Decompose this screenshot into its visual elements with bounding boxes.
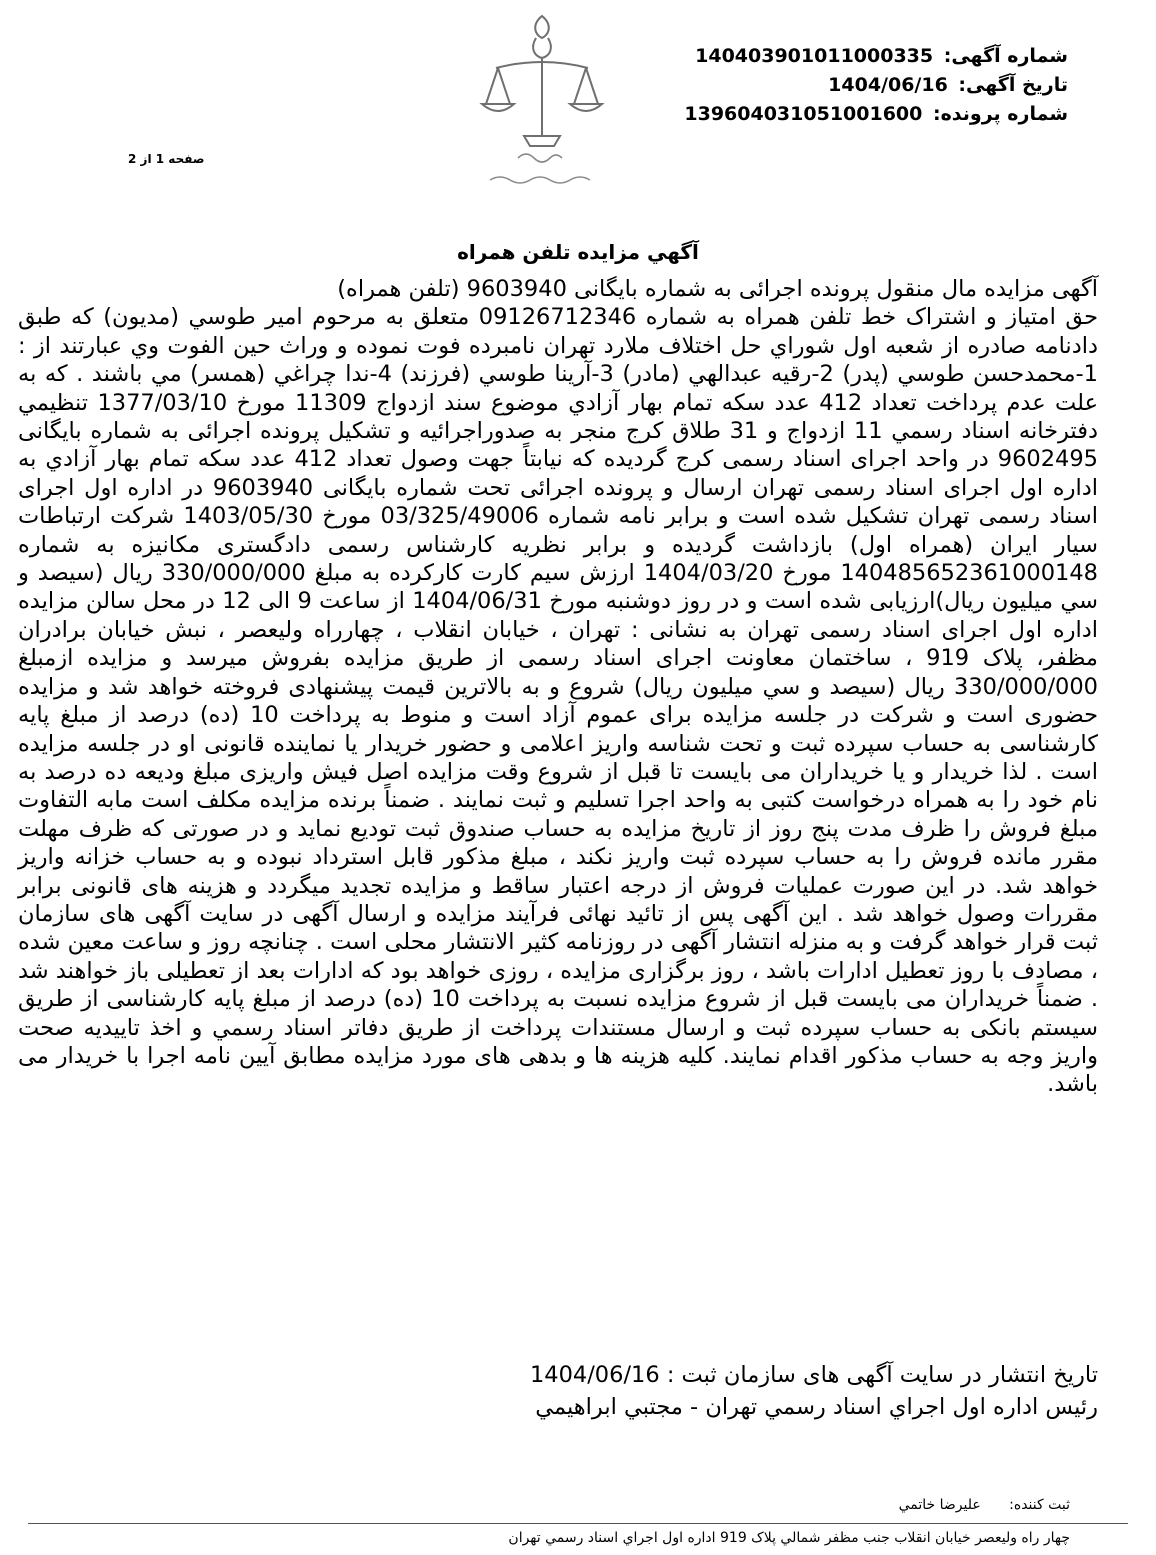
registrar <box>899 1497 1070 1513</box>
file-number: 13960403105100​1600 <box>684 103 923 125</box>
publication-label: تاريخ انتشار در سايت آگهی های سازمان ثبت : <box>666 1362 1098 1388</box>
registrar-label: ثبت کننده: <box>1009 1497 1070 1513</box>
office-address: چهار راه وليعصر خيابان انقلاب جنب مظفر شمالي پلاک 919 اداره اول اجراي اسناد رسمي تهران <box>508 1530 1070 1546</box>
notice-date: 1404/06/16 <box>828 74 948 96</box>
notice-body <box>18 275 1098 1099</box>
notice-number-label: شماره آگهی: <box>943 45 1068 67</box>
notice-number-row <box>684 42 1068 71</box>
signer: رئيس اداره اول اجراي اسناد رسمي تهران - مجتبي ابراهيمي <box>535 1394 1098 1420</box>
notice-date-row <box>684 71 1068 100</box>
publication-date-line <box>530 1361 1098 1389</box>
notice-number: 14040390101100​0335 <box>695 45 934 67</box>
notice-paragraph: حق امتياز و اشتراک خط تلفن همراه به شماره 09126712346 متعلق به مرحوم امير طوسي (مديون) كه طبق دادنامه صادره از شعبه اول شوراي حل اختلاف ملارد تهران نامبرده فوت نموده و وراث حين الفوت وي عبارتند از : 1-محمدحسن طوسي (پدر) 2-رقيه عبدالهي (مادر) 3-آرينا طوسي (فرزند) 4-ندا چراغي (همسر) مي باشند . که به علت عدم پرداخت تعداد 412 عدد سکه تمام بهار آزادي موضوع سند ازدواج 11309 مورخ 1377/03/10 تنظيمي دفترخانه اسناد رسمي 11 ازدواج و 31 طلاق کرج منجر به صدوراجرائیه و تشکیل پرونده اجرائی به شماره بایگانی 9602495 در واحد اجرای اسناد رسمی کرج گرديده که نيابتاً جهت وصول تعداد 412 عدد سکه تمام بهار آزادي به اداره اول اجرای اسناد رسمی تهران ارسال و پرونده اجرائی تحت شماره بایگانی 9603940 در اداره اول اجرای اسناد رسمی تهران تشکیل شده است و برابر نامه شماره 03/325/49006 مورخ 1403/05/30 شرکت ارتباطات سيار ايران (همراه اول) بازداشت گرديده و برابر نظريه کارشناس رسمی دادگستری مکانيزه به شماره 140485652361000148 مورخ 1404/03/20 ارزش سیم کارت کارکرده به مبلغ 330/000/000 ريال (سيصد و سي ميليون ريال)ارزيابی شده است و در روز دوشنبه مورخ 1404/06/31 از ساعت 9 الی 12 در محل سالن مزايده اداره اول اجرای اسناد رسمی تهران به نشانی : تهران ، خيابان انقلاب ، چهارراه وليعصر ، نبش خيابان برادران مظفر، پلاک 919 ، ساختمان معاونت اجرای اسناد رسمی از طريق مزايده بفروش ميرسد و مزايده ازمبلغ 330/000/000 ريال (سيصد و سي ميليون ريال) شروع و به بالاترين قيمت پيشنهادی فروخته خواهد شد و مزايده حضوری است و شرکت در جلسه مزايده برای عموم آزاد است و منوط به پرداخت 10 (ده) درصد از مبلغ پايه کارشناسی به حساب سپرده ثبت و تحت شناسه واريز اعلامی و حضور خريدار يا نماينده قانونی او در جلسه مزايده است . لذا خريدار و يا خريداران می بايست تا قبل از شروع وقت مزايده اصل فيش واريزی مبلغ وديعه ده درصد به نام خود را به همراه درخواست کتبی به واحد اجرا تسليم و ثبت نمايند . ضمناً برنده مزايده مکلف است مابه التفاوت مبلغ فروش را ظرف مدت پنج روز از تاريخ مزايده به حساب صندوق ثبت توديع نمايد و در صورتی که ظرف مهلت مقرر مانده فروش را به حساب سپرده ثبت واريز نکند ، مبلغ مذکور قابل استرداد نبوده و به حساب خزانه واريز خواهد شد. در اين صورت عمليات فروش از درجه اعتبار ساقط و مزايده تجديد ميگردد و هزينه های قانونی برابر مقررات وصول خواهد شد . اين آگهی پس از تائيد نهائی فرآيند مزايده و ارسال آگهی در سايت آگهی های سازمان ثبت قرار خواهد گرفت و به منزله انتشار آگهی در روزنامه کثير الانتشار محلی است . چنانچه روز و ساعت معين شده ، مصادف با روز تعطيل ادارات باشد ، روز برگزاری مزايده ، روزی خواهد بود که ادارات بعد از تعطيلی باز خواهند شد . ضمناً خريداران می بايست قبل از شروع مزايده نسبت به پرداخت 10 (ده) درصد از مبلغ پايه کارشناسی از طريق سيستم بانکی به حساب سپرده ثبت و ارسال مستندات پرداخت از طريق دفاتر اسناد رسمي و اخذ تاييديه صحت واريز وجه به حساب مذکور اقدام نمايند. کليه هزينه ها و بدهی های مورد مزايده مطابق آيين نامه اجرا با خريدار می باشد. <box>18 304 1099 1098</box>
notice-date-label: تاریخ آگهی: <box>958 74 1068 96</box>
file-number-label: شماره پرونده: <box>932 103 1068 125</box>
notice-title: آگهي مزايده تلفن همراه <box>457 240 699 264</box>
registrar-name: عليرضا خاتمي <box>898 1497 981 1513</box>
publication-date: 1404/06/16 <box>529 1362 660 1388</box>
page-number: صفحه 1 از 2 <box>128 152 205 166</box>
notice-meta <box>684 42 1068 129</box>
notice-intro-line: آگهی مزایده مال منقول پرونده اجرائی به شماره بایگانی 9603940 (تلفن همراه) <box>337 276 1098 302</box>
judiciary-emblem-icon <box>462 8 622 198</box>
divider <box>28 1523 1128 1524</box>
file-number-row <box>684 100 1068 129</box>
